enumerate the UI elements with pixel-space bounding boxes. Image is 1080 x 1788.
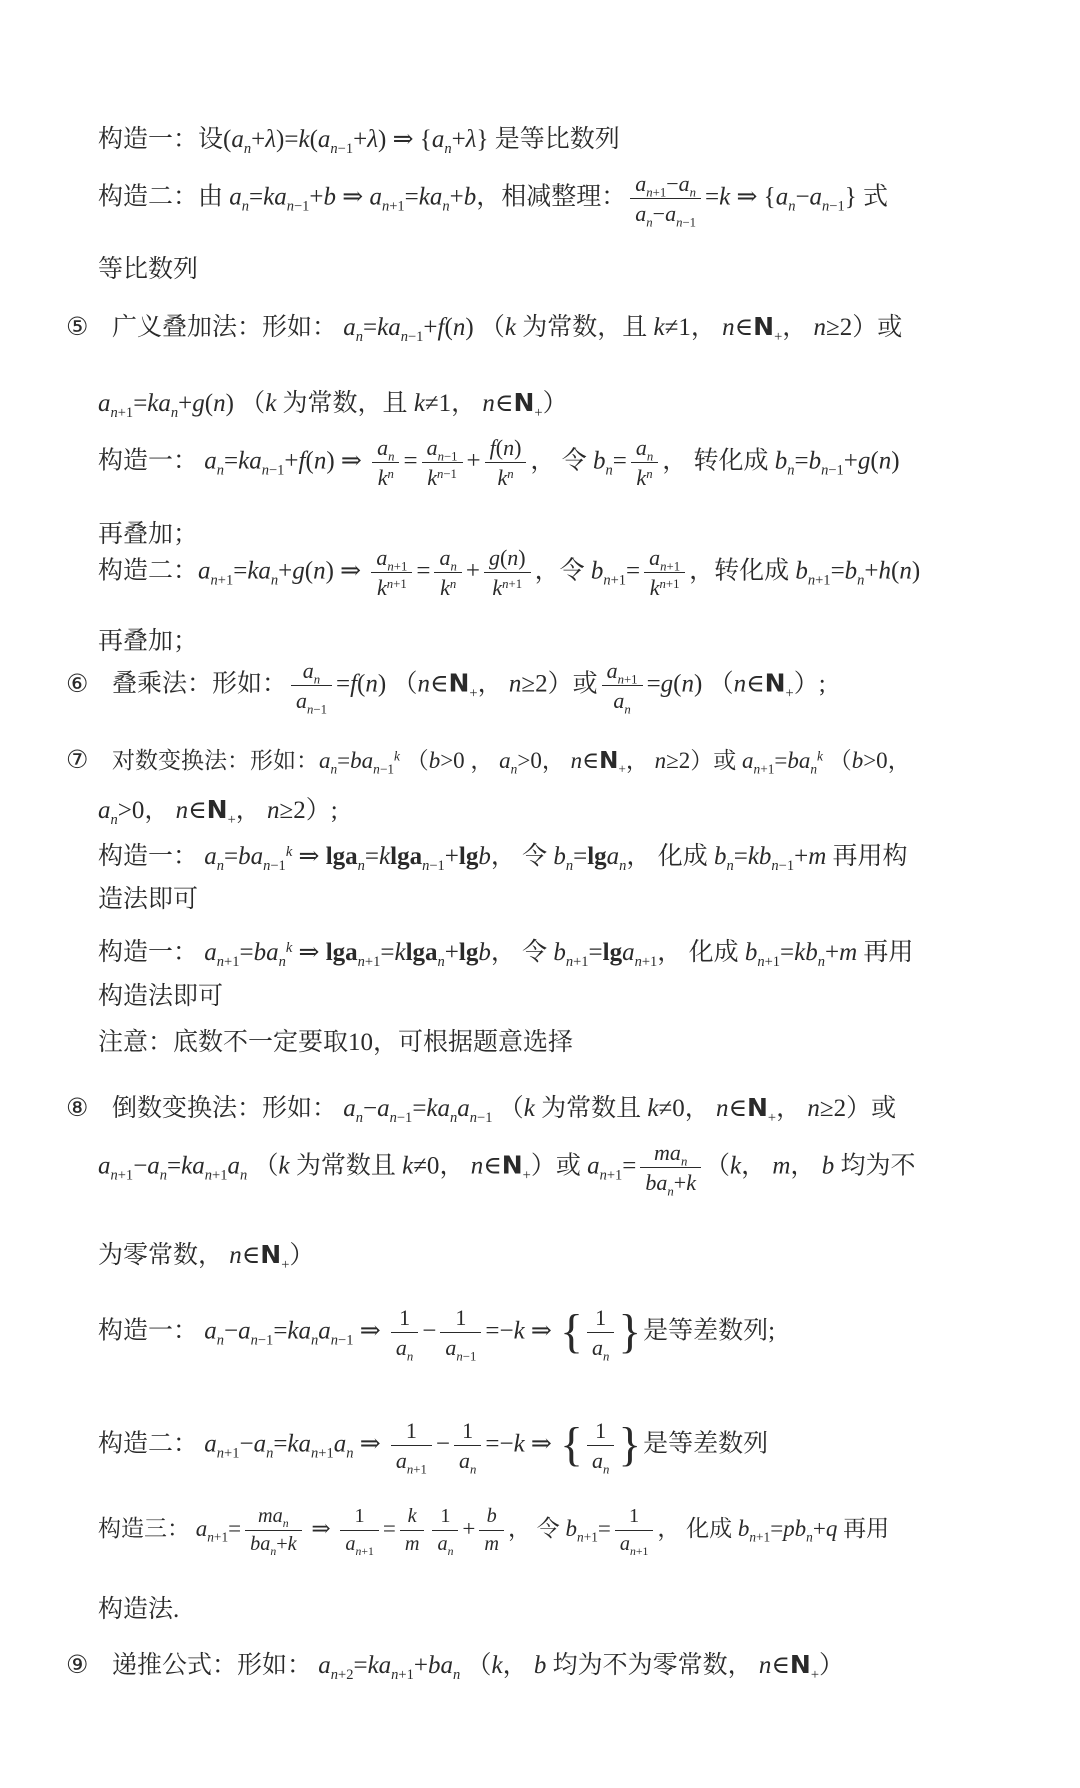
section-number-marker: ⑧ [66,1093,89,1122]
section-number-marker: ⑤ [66,312,89,341]
fraction: $\frac{1}{a_{n+1}}$ [391,1418,432,1474]
fraction: $\frac{a_{n+1}-a_n}{a_n-a_{n-1}}$ [630,171,701,227]
fraction: $\frac{b}{m}$ [479,1505,504,1557]
fraction: $\frac{1}{a_n}$ [587,1305,614,1361]
braced-fraction: { $\frac{1}{a_n}$ } [560,1418,642,1477]
braced-fraction: { $\frac{1}{a_n}$ } [560,1305,642,1364]
formula-line: 为零常数， $n\in N_+$） [98,1240,315,1274]
fraction: $\frac{1}{a_n}$ [391,1305,418,1361]
fraction: $\frac{1}{a_{n-1}}$ [440,1305,481,1361]
formula-line: ⑥ 叠乘法：形如： $\frac{a_n}{a_{n-1}}$ =f(n) （$n\in N_+$， n≥2）或 $\frac{a_{n+1}}{a_n}$ =g(n) $(n\in N_+)$; [66,658,826,717]
fraction: $\frac{a_n}{k^n}$ [631,435,658,491]
fraction: $\frac{1}{a_{n+1}}$ [340,1505,378,1557]
formula-line: $a_n>0$， $n\in N_+$， n≥2）; [98,795,338,829]
formula-line: 构造法. [98,1596,180,1623]
formula-line: 构造一： $a_n-a_{n-1}=ka_na_{n-1}$ ⇒ $\frac{1}{a_n}$ − $\frac{1}{a_{n-1}}$ =−k ⇒ { $\frac{1}{a_n}$ } 是等差数列; [98,1305,776,1364]
formula-line: 构造二： $a_{n+1}-a_n=ka_{n+1}a_n$ ⇒ $\frac{1}{a_{n+1}}$ − $\frac{1}{a_n}$ =−k ⇒ { $\frac{1}{a_n}$ } 是等差数列 [98,1418,769,1477]
formula-line: ⑨ 递推公式：形如： $a_{n+2}=ka_{n+1}+ba_n$ （k， b 均为不为零常数， $n\in N_+$） [66,1647,844,1684]
fraction: $\frac{k}{m}$ [400,1505,425,1557]
fraction: $\frac{a_{n+1}}{k^{n+1}}$ [644,545,685,601]
formula-line: 构造三： $a_{n+1}=$ $\frac{ma_n}{ba_n+k}$ ⇒ $\frac{1}{a_{n+1}}$ = $\frac{k}{m}$ $\frac{1}{a_n}$ + $\frac{b}{m}$ ， 令 $b_{n+1}=$ $\frac{1}{a_{n+1}}$ ， 化成 $b_{n+1}=pb_n+q$ 再用 [98,1505,890,1559]
fraction: $\frac{ma_n}{ba_n+k}$ [640,1140,701,1196]
formula-line: ⑤ 广义叠加法：形如： $a_n=ka_{n-1}+f(n)$ （k 为常数，且 k≠1， $n\in N_+$， n≥2）或 [66,309,902,346]
formula-line: 再叠加； [98,521,199,548]
formula-line: 构造一： $a_{n+1}=ba_n^k$ ⇒ lga$_{n+1}$=klga$_n$+lgb， 令 $b_{n+1}=\lg a_{n+1}$， 化成 $b_{n+1}=kb_n+m$ 再用 [98,939,914,971]
fraction: $\frac{a_n}{k^n}$ [434,545,461,601]
formula-line: 构造一：设$(a_n+\lambda)=k(a_{n-1}+\lambda)$ ⇒ $\{a_n+\lambda\}$ 是等比数列 [98,126,620,158]
formula-line: 构造一： $a_n=ba_{n-1}^k$ ⇒ lga$_n$=klga$_{n-1}$+lgb， 令 $b_n=\lg a_n$， 化成 $b_n=kb_{n-1}+m$ 再用构 [98,843,908,875]
formula-line: 构造法即可 [98,983,224,1010]
section-number-marker: ⑨ [66,1650,89,1679]
formula-line: 再叠加； [98,628,199,655]
fraction: $\frac{a_n}{a_{n-1}}$ [291,658,332,714]
fraction: $\frac{a_n}{k^n}$ [372,435,399,491]
formula-line: $a_{n+1}=ka_n+g(n)$ （k 为常数，且 k≠1， $n\in N_+$） [98,388,568,422]
formula-line: ⑦ 对数变换法：形如：$a_n=ba_{n-1}^k$ （b>0 ， $a_n>0$， $n\in N_+$， n≥2）或 $a_{n+1}=ba_n^k$ （b>0， [66,742,911,779]
formula-line: 构造二：$a_{n+1}=ka_n+g(n)$ ⇒ $\frac{a_{n+1}}{k^{n+1}}$ = $\frac{a_n}{k^n}$ + $\frac{g(n)}{k^{n+1}}$ ，令 $b_{n+1}=$ $\frac{a_{n+1}}{k^{n+1}}$ ，转化成 $b_{n+1}=b_n+h(n)$ [98,545,921,601]
section-number-marker: ⑥ [66,668,89,698]
fraction: $\frac{1}{a_n}$ [432,1505,458,1557]
formula-line: 造法即可 [98,886,199,913]
fraction: $\frac{ma_n}{ba_n+k}$ [245,1505,302,1557]
fraction: $\frac{a_{n+1}}{a_n}$ [602,658,643,714]
fraction: $\frac{f(n)}{k^n}$ [485,435,527,491]
fraction: $\frac{1}{a_n}$ [587,1418,614,1474]
formula-line: 注意：底数不一定要取10，可根据题意选择 [98,1029,574,1056]
formula-line: $a_{n+1}-a_n=ka_{n+1}a_n$ （k 为常数且 k≠0， $n\in N_+$）或 $a_{n+1}=$ $\frac{ma_n}{ba_n+k}$ （k， m， b 均为不 [98,1140,916,1199]
fraction: $\frac{a_{n-1}}{k^{n-1}}$ [422,435,463,491]
formula-line: 构造二：由 $a_n=ka_{n-1}+b$ ⇒ $a_{n+1}=ka_n+b$，相减整理： $\frac{a_{n+1}-a_n}{a_n-a_{n-1}}$ =k ⇒ $\{a_n-a_{n-1}\}$ 式 [98,171,888,230]
section-number-marker: ⑦ [66,745,89,774]
fraction: $\frac{g(n)}{k^{n+1}}$ [484,545,531,601]
fraction: $\frac{a_{n+1}}{k^{n+1}}$ [371,545,412,601]
formula-line: ⑧ 倒数变换法：形如： $a_n-a_{n-1}=ka_na_{n-1}$ （k 为常数且 k≠0， $n\in N_+$， n≥2）或 [66,1090,896,1127]
fraction: $\frac{1}{a_{n+1}}$ [615,1505,653,1557]
fraction: $\frac{1}{a_n}$ [454,1418,481,1474]
formula-line: 等比数列 [98,256,199,283]
formula-line: 构造一： $a_n=ka_{n-1}+f(n)$ ⇒ $\frac{a_n}{k^n}$ = $\frac{a_{n-1}}{k^{n-1}}$ + $\frac{f(n)}{k^n}$ ， 令 $b_n=$ $\frac{a_n}{k^n}$ ， 转化成 $b_n=b_{n-1}+g(n)$ [98,435,900,491]
